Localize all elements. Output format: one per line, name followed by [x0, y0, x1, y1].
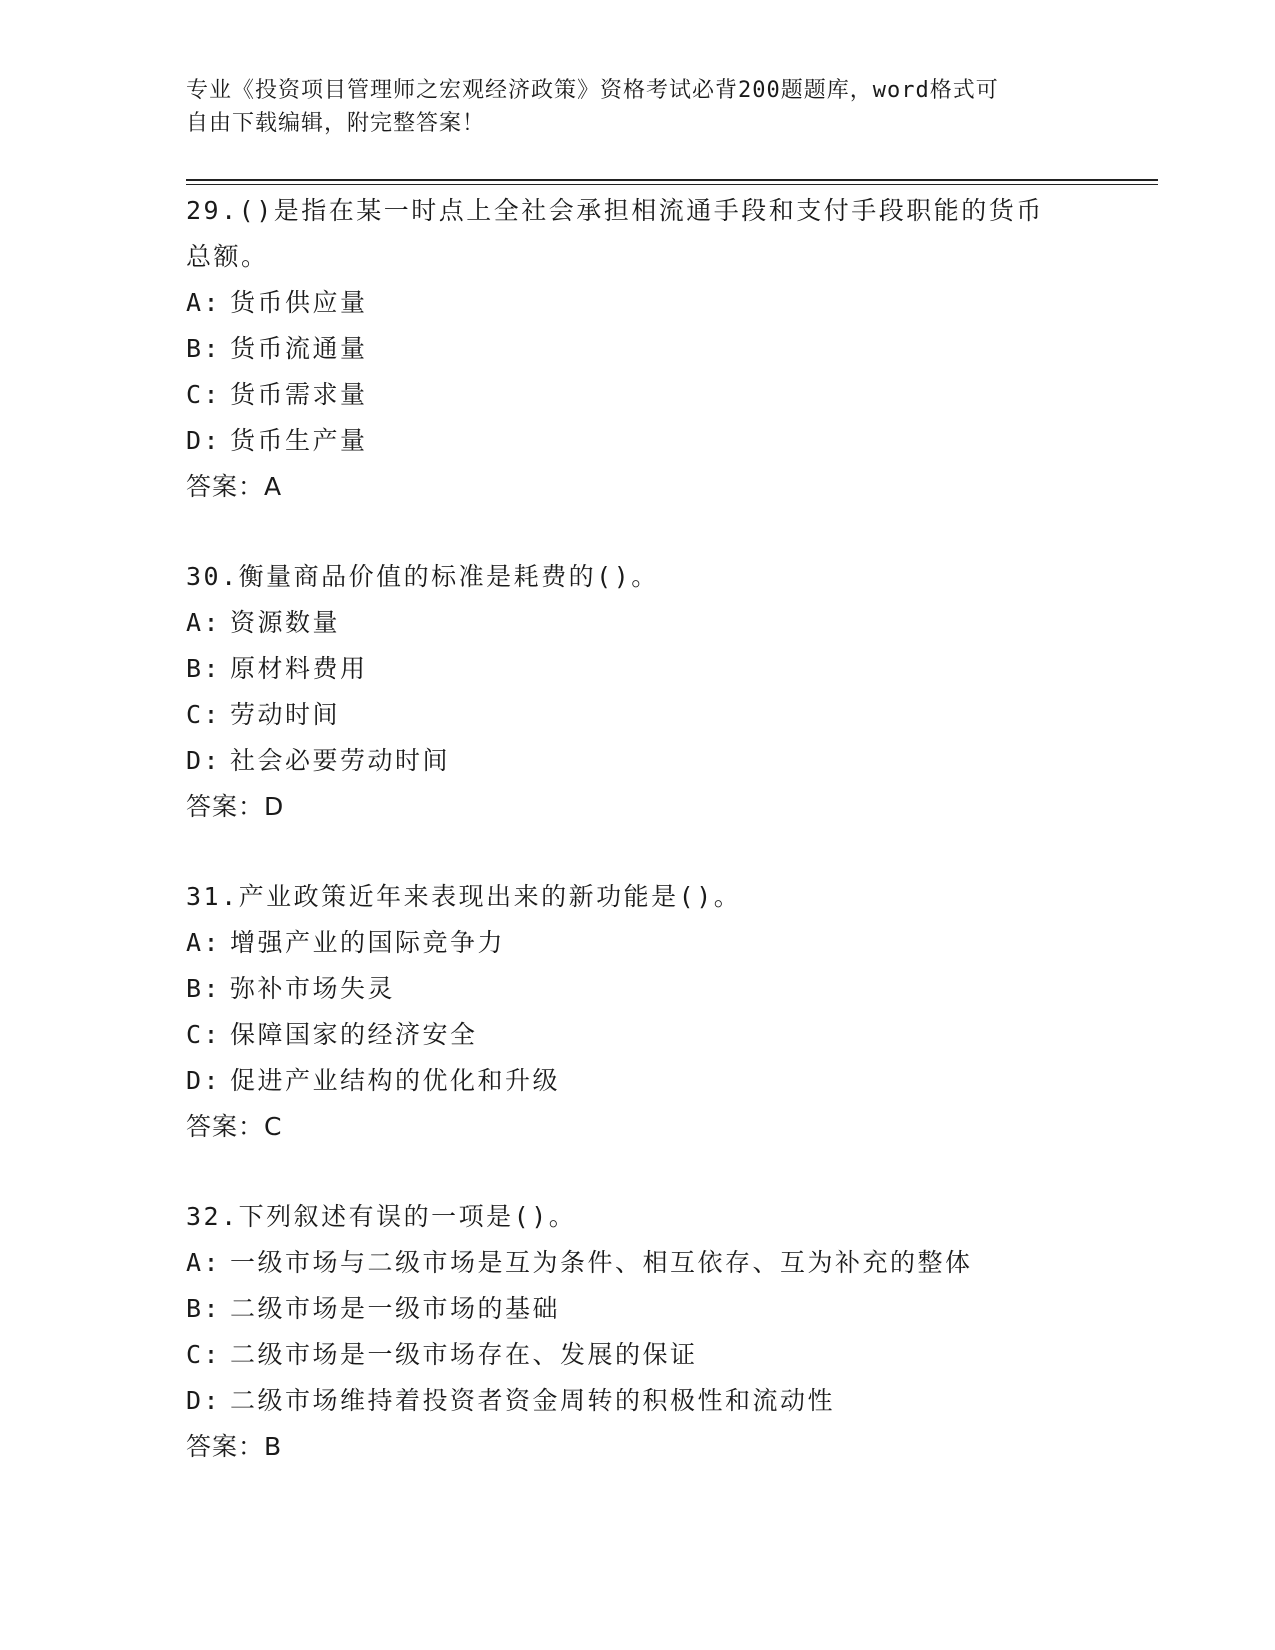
header-divider-thin: [186, 184, 1158, 185]
answer-line: 答案：C: [186, 1112, 283, 1141]
option-letter: C:: [186, 700, 222, 729]
option-d: [186, 418, 1106, 464]
option-letter: A:: [186, 928, 222, 957]
option-text: 货币流通量: [230, 334, 368, 363]
option-b: [186, 646, 1106, 692]
header-line-2: 自由下载编辑，附完整答案！: [186, 111, 486, 136]
question-stem: 32.下列叙述有误的一项是()。: [186, 1202, 577, 1231]
option-letter: D:: [186, 1386, 222, 1415]
option-text: 增强产业的国际竞争力: [230, 928, 506, 957]
option-c: [186, 1012, 1106, 1058]
option-letter: D:: [186, 1066, 222, 1095]
option-text: 保障国家的经济安全: [230, 1020, 478, 1049]
option-text: 弥补市场失灵: [230, 974, 396, 1003]
header-line-1: 专业《投资项目管理师之宏观经济政策》资格考试必背200题题库，word格式可: [186, 78, 999, 103]
option-letter: D:: [186, 426, 222, 455]
option-letter: D:: [186, 746, 222, 775]
option-text: 货币生产量: [230, 426, 368, 455]
question-stem-continued: 总额。: [186, 242, 269, 271]
option-d: [186, 738, 1106, 784]
option-d: [186, 1378, 1106, 1424]
option-letter: A:: [186, 608, 222, 637]
option-a: [186, 280, 1106, 326]
option-b: [186, 326, 1106, 372]
question-stem: 29.()是指在某一时点上全社会承担相流通手段和支付手段职能的货币: [186, 196, 1044, 225]
option-letter: B:: [186, 334, 222, 363]
option-text: 货币供应量: [230, 288, 368, 317]
option-b: [186, 1286, 1106, 1332]
option-letter: A:: [186, 1248, 222, 1277]
option-c: [186, 372, 1106, 418]
option-letter: B:: [186, 974, 222, 1003]
option-a: [186, 600, 1106, 646]
answer-line: 答案：B: [186, 1432, 283, 1461]
question-stem: 30.衡量商品价值的标准是耗费的()。: [186, 562, 659, 591]
option-text: 二级市场是一级市场存在、发展的保证: [230, 1340, 698, 1369]
option-text: 原材料费用: [230, 654, 368, 683]
question-list: [186, 188, 1106, 1514]
option-letter: C:: [186, 380, 222, 409]
question-31: [186, 874, 1106, 1150]
question-30: [186, 554, 1106, 830]
option-text: 劳动时间: [230, 700, 341, 729]
option-text: 一级市场与二级市场是互为条件、相互依存、互为补充的整体: [230, 1248, 973, 1277]
option-letter: B:: [186, 654, 222, 683]
option-text: 二级市场维持着投资者资金周转的积极性和流动性: [230, 1386, 836, 1415]
question-29: [186, 188, 1106, 510]
option-letter: C:: [186, 1340, 222, 1369]
answer-line: 答案：D: [186, 792, 285, 821]
option-text: 社会必要劳动时间: [230, 746, 451, 775]
option-text: 资源数量: [230, 608, 341, 637]
option-letter: C:: [186, 1020, 222, 1049]
option-text: 二级市场是一级市场的基础: [230, 1294, 561, 1323]
option-a: [186, 920, 1106, 966]
option-c: [186, 1332, 1106, 1378]
option-letter: A:: [186, 288, 222, 317]
option-b: [186, 966, 1106, 1012]
question-32: [186, 1194, 1106, 1470]
document-header: [186, 74, 1066, 140]
question-stem: 31.产业政策近年来表现出来的新功能是()。: [186, 882, 742, 911]
option-c: [186, 692, 1106, 738]
header-divider-thick: [186, 179, 1158, 181]
option-text: 货币需求量: [230, 380, 368, 409]
answer-line: 答案：A: [186, 472, 283, 501]
option-letter: B:: [186, 1294, 222, 1323]
option-d: [186, 1058, 1106, 1104]
option-text: 促进产业结构的优化和升级: [230, 1066, 561, 1095]
option-a: [186, 1240, 1106, 1286]
